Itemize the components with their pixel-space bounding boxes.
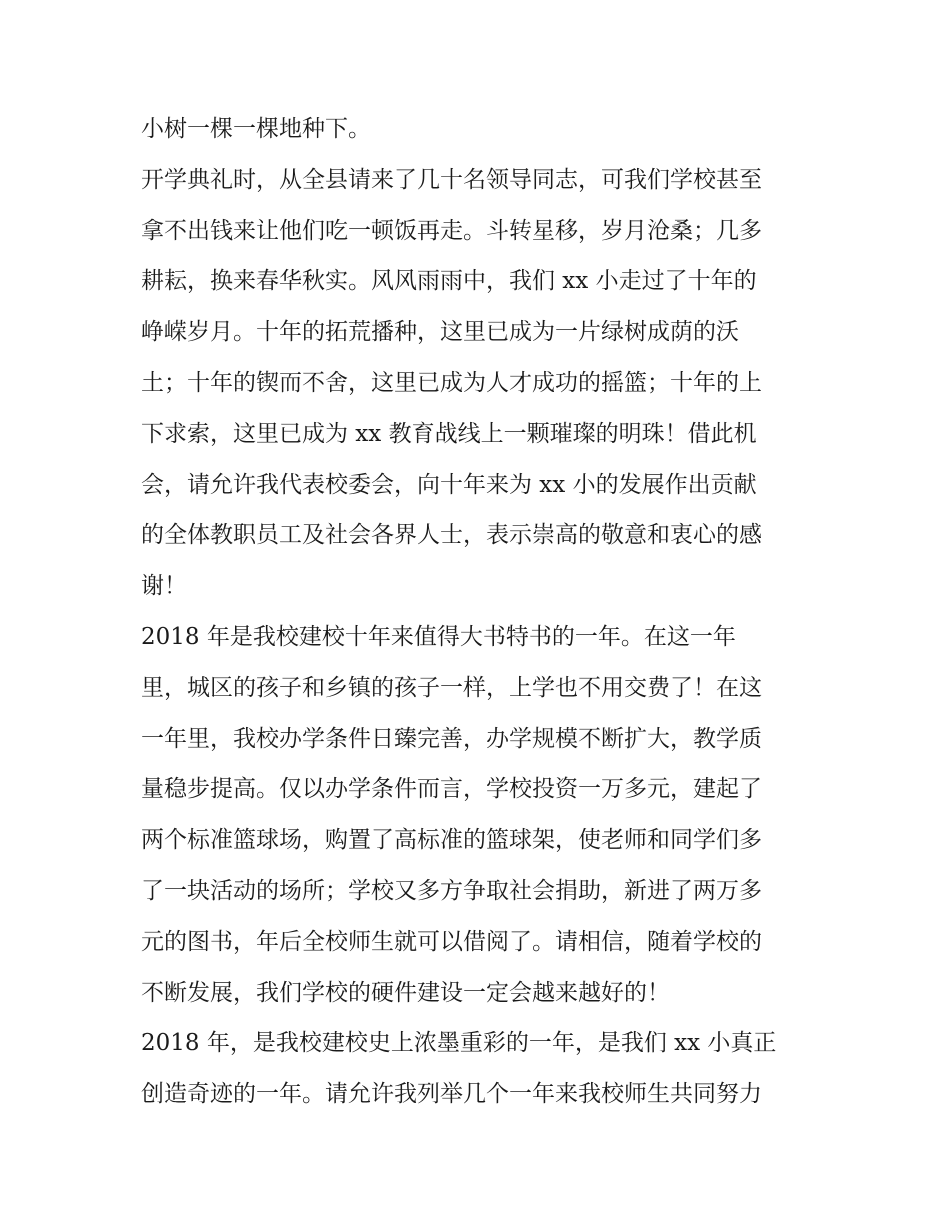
text-line: 两个标准篮球场，购置了高标准的篮球架，使老师和同学们多 — [141, 827, 762, 854]
text-line: 小树一棵一棵地种下。 — [141, 116, 371, 142]
text-line: 耕耘，换来春华秋实。风风雨雨中，我们 xx 小走过了十年的 — [141, 268, 757, 295]
text-line: 不断发展，我们学校的硬件建设一定会越来越好的！ — [141, 979, 670, 1006]
body-text — [141, 104, 821, 1120]
text-line: 2018 年是我校建校十年来值得大书特书的一年。在这一年 — [141, 623, 736, 650]
text-line: 谢！ — [141, 573, 187, 600]
text-line: 量稳步提高。仅以办学条件而言，学校投资一万多元，建起了 — [141, 776, 762, 803]
text-line: 的全体教职员工及社会各界人士，表示崇高的敬意和衷心的感 — [141, 522, 762, 549]
text-line: 一年里，我校办学条件日臻完善，办学规模不断扩大，教学质 — [141, 725, 762, 752]
text-line: 元的图书，年后全校师生就可以借阅了。请相信，随着学校的 — [141, 928, 762, 955]
text-line: 峥嵘岁月。十年的拓荒播种，这里已成为一片绿树成荫的沃 — [141, 319, 739, 346]
text-line: 会，请允许我代表校委会，向十年来为 xx 小的发展作出贡献 — [141, 471, 757, 498]
text-line: 了一块活动的场所；学校又多方争取社会捐助，新进了两万多 — [141, 877, 762, 904]
text-line: 下求索，这里已成为 xx 教育战线上一颗璀璨的明珠！借此机 — [141, 420, 757, 447]
text-line: 创造奇迹的一年。请允许我列举几个一年来我校师生共同努力 — [141, 1081, 762, 1108]
text-line: 2018 年，是我校建校史上浓墨重彩的一年，是我们 xx 小真正 — [141, 1030, 777, 1057]
text-line: 开学典礼时，从全县请来了几十名领导同志，可我们学校甚至 — [141, 166, 762, 193]
text-line: 土；十年的锲而不舍，这里已成为人才成功的摇篮；十年的上 — [141, 369, 762, 396]
text-line: 拿不出钱来让他们吃一顿饭再走。斗转星移，岁月沧桑；几多 — [141, 217, 762, 244]
text-line: 里，城区的孩子和乡镇的孩子一样，上学也不用交费了！在这 — [141, 674, 762, 701]
